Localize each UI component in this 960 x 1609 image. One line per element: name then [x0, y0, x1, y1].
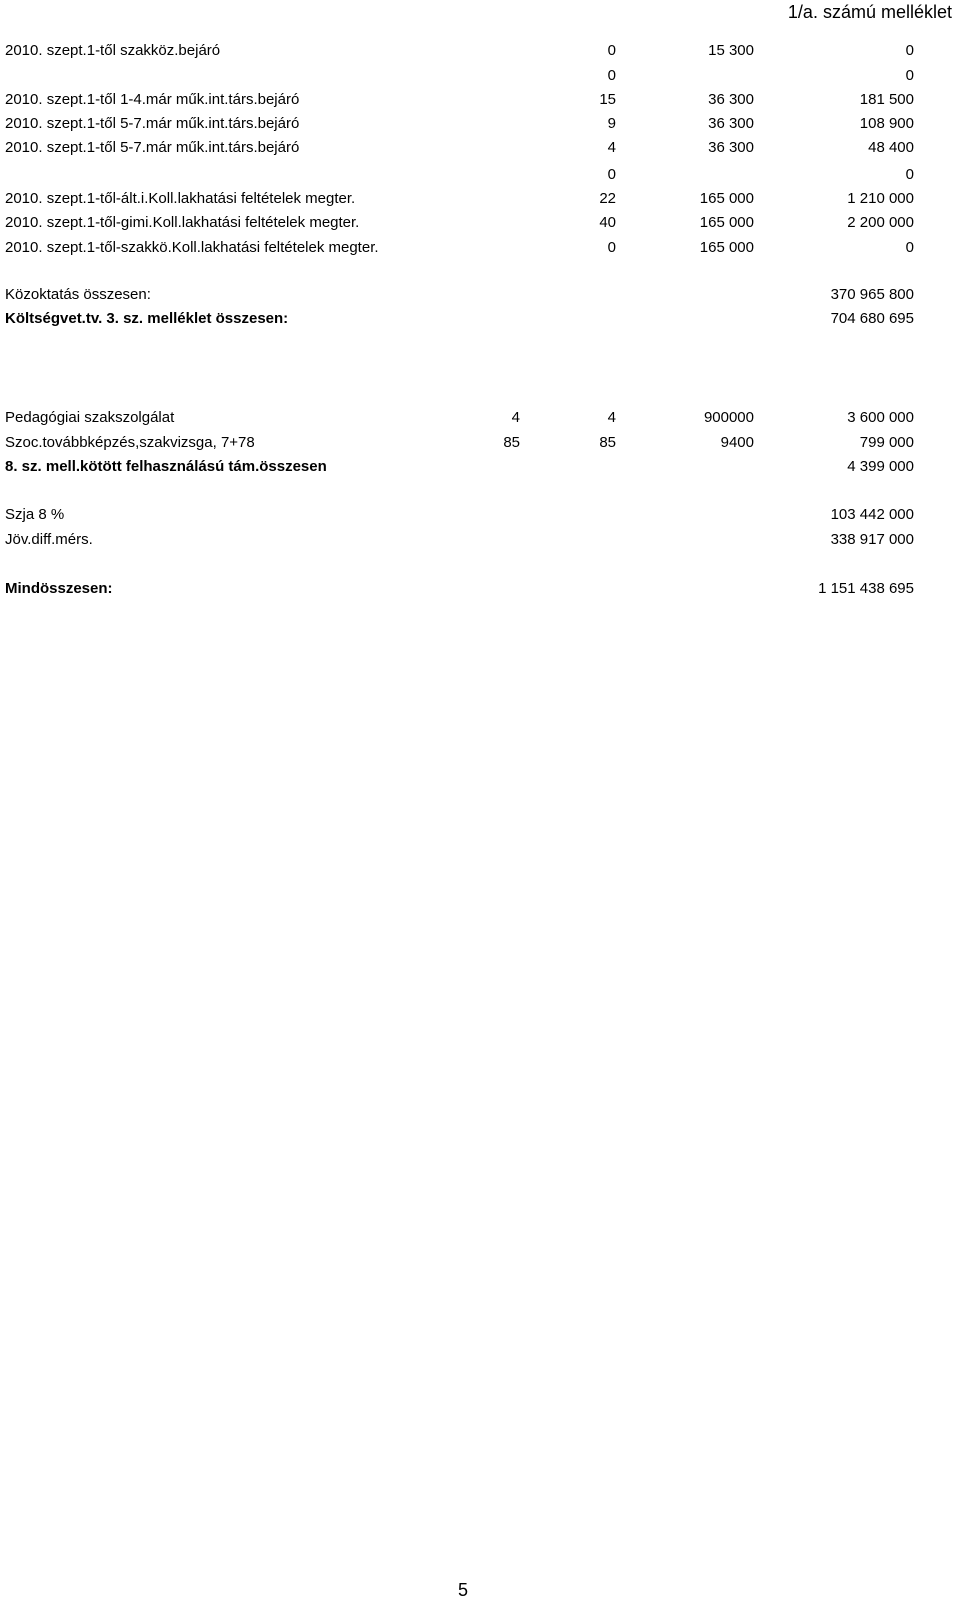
jov-value: 338 917 000: [830, 531, 914, 548]
row-unit-amount: 9400: [720, 434, 754, 451]
jov-label: Jöv.diff.mérs.: [5, 531, 93, 548]
row-count: 15: [599, 91, 616, 108]
jov-row: [0, 530, 960, 550]
row-count: 0: [607, 42, 616, 59]
row-total: 1 210 000: [847, 190, 914, 207]
szja-label: Szja 8 %: [5, 506, 65, 523]
row-label: 2010. szept.1-től 5-7.már műk.int.társ.bejáró: [5, 115, 300, 132]
row-count: 9: [607, 115, 616, 132]
row-total: 0: [905, 166, 914, 183]
row-total: 0: [905, 42, 914, 59]
row-unit-amount: 165 000: [699, 239, 754, 256]
row-unit-amount: 36 300: [708, 91, 754, 108]
kozoktatas-total-value: 370 965 800: [830, 286, 914, 303]
koltsegvet-total-value: 704 680 695: [830, 310, 914, 327]
row-count: 0: [607, 239, 616, 256]
szja-value: 103 442 000: [830, 506, 914, 523]
row-label: 2010. szept.1-től 1-4.már műk.int.társ.bejáró: [5, 91, 300, 108]
koltsegvet-total-row: [0, 309, 960, 329]
page-number: 5: [458, 1580, 469, 1600]
table-row: [0, 41, 960, 61]
table-row: [0, 138, 960, 158]
row-label: 2010. szept.1-től 5-7.már műk.int.társ.bejáró: [5, 139, 300, 156]
grand-total-value: 1 151 438 695: [818, 580, 914, 597]
table-row: [0, 90, 960, 110]
row-total: 181 500: [859, 91, 914, 108]
row-count: 22: [599, 190, 616, 207]
row-total: 799 000: [859, 434, 914, 451]
mell-total-value: 4 399 000: [847, 458, 914, 475]
attachment-title: 1/a. számú melléklet: [787, 2, 952, 22]
row-unit-amount: 36 300: [708, 139, 754, 156]
row-count-a: 85: [503, 434, 520, 451]
table-row: [0, 165, 960, 185]
row-total: 108 900: [859, 115, 914, 132]
row-unit-amount: 15 300: [708, 42, 754, 59]
row-unit-amount: 165 000: [699, 214, 754, 231]
row-total: 0: [905, 239, 914, 256]
row-total: 2 200 000: [847, 214, 914, 231]
grand-total-row: [0, 579, 960, 599]
table-row: [0, 433, 960, 453]
row-count-a: 4: [511, 409, 520, 426]
row-unit-amount: 165 000: [699, 190, 754, 207]
row-count-b: 4: [607, 409, 616, 426]
row-label: 2010. szept.1-től-ált.i.Koll.lakhatási feltételek megter.: [5, 190, 356, 207]
table-row: [0, 66, 960, 86]
row-count: 40: [599, 214, 616, 231]
row-label: Pedagógiai szakszolgálat: [5, 409, 175, 426]
table-row: [0, 114, 960, 134]
grand-total-label: Mindösszesen:: [5, 580, 113, 597]
row-label: 2010. szept.1-től szakköz.bejáró: [5, 42, 221, 59]
table-row: [0, 238, 960, 258]
row-total: 0: [905, 67, 914, 84]
row-count-b: 85: [599, 434, 616, 451]
row-label: 2010. szept.1-től-gimi.Koll.lakhatási feltételek megter.: [5, 214, 360, 231]
row-label: Szoc.továbbképzés,szakvizsga, 7+78: [5, 434, 255, 451]
mell-total-row: [0, 457, 960, 477]
row-unit-amount: 36 300: [708, 115, 754, 132]
table-row: [0, 408, 960, 428]
kozoktatas-total-row: [0, 285, 960, 305]
row-unit-amount: 900000: [703, 409, 754, 426]
row-label: 2010. szept.1-től-szakkö.Koll.lakhatási feltételek megter.: [5, 239, 379, 256]
table-row: [0, 213, 960, 233]
row-total: 3 600 000: [847, 409, 914, 426]
szja-row: [0, 505, 960, 525]
row-count: 0: [607, 166, 616, 183]
row-count: 0: [607, 67, 616, 84]
koltsegvet-total-label: Költségvet.tv. 3. sz. melléklet összesen:: [5, 310, 289, 327]
table-row: [0, 189, 960, 209]
mell-total-label: 8. sz. mell.kötött felhasználású tám.összesen: [5, 458, 327, 475]
kozoktatas-total-label: Közoktatás összesen:: [5, 286, 151, 303]
row-count: 4: [607, 139, 616, 156]
row-total: 48 400: [868, 139, 914, 156]
